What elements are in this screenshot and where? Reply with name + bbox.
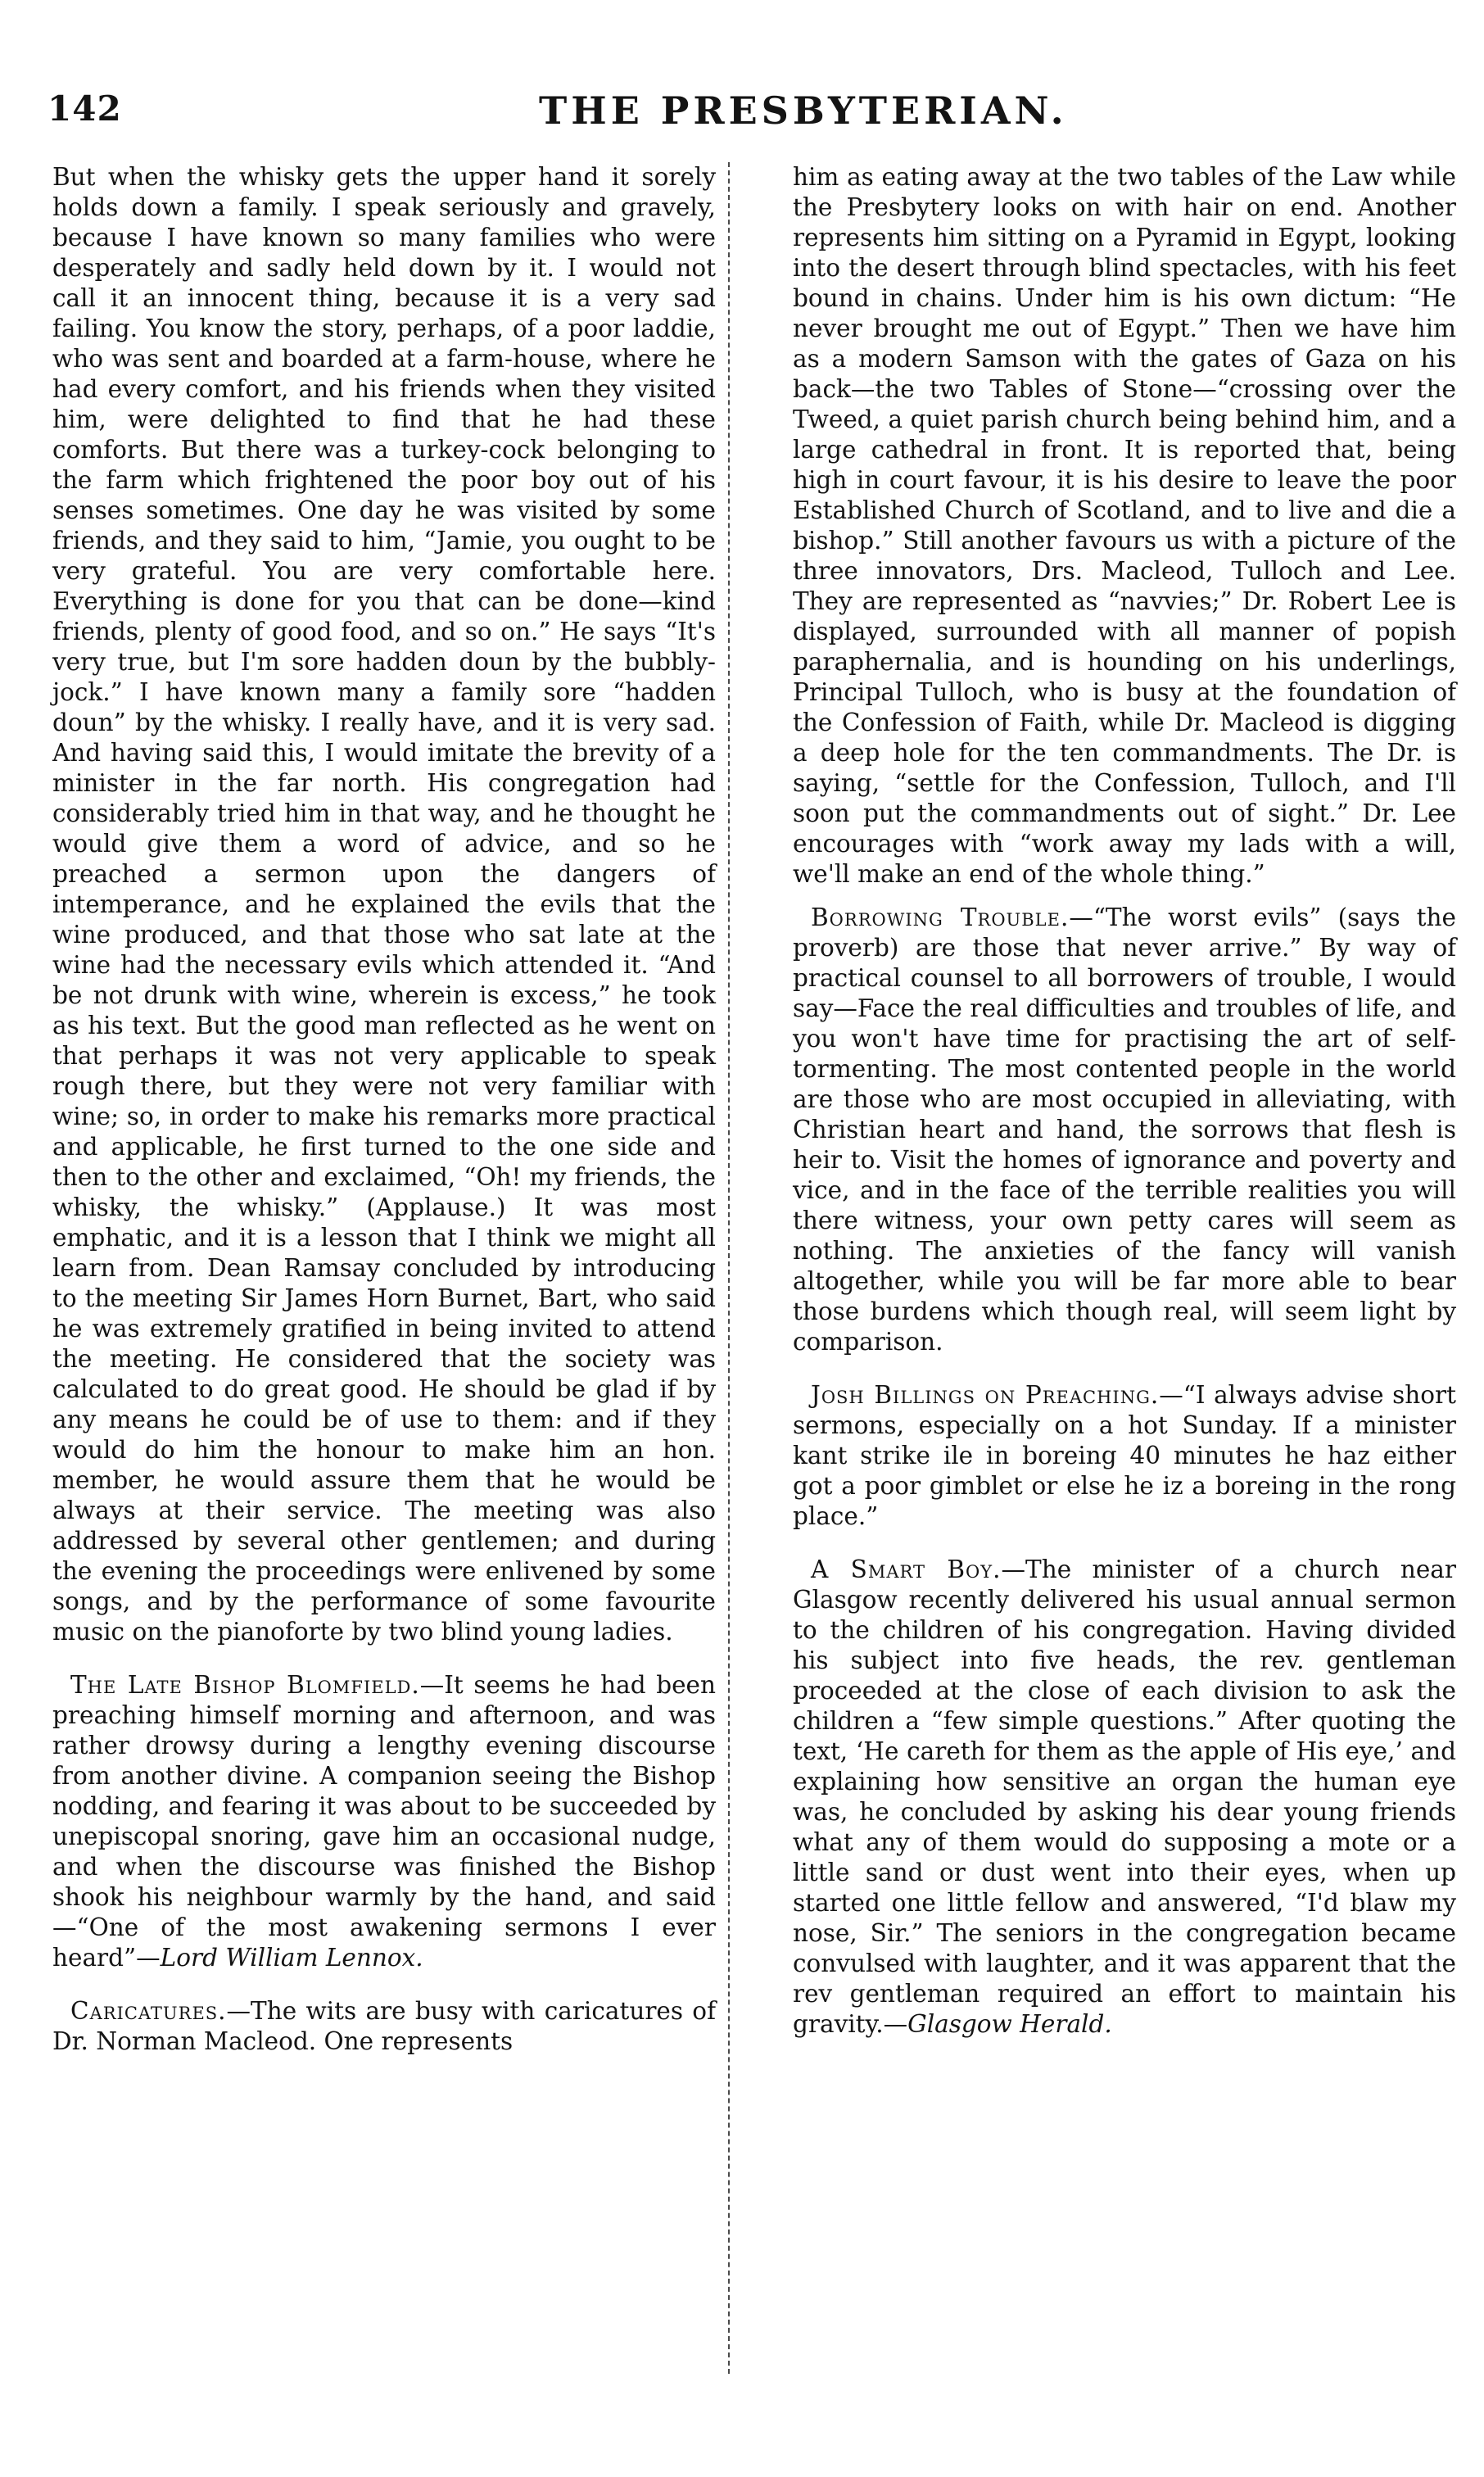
item-heading: Borrowing Trouble. (811, 903, 1070, 931)
article-body-whisky: But when the whisky gets the upper hand it sorely holds down a family. I speak seriously and gravely, because I have known so many families who were desperately and sadly held down by it. I would not call it an innocent thing, because it is a very sad failing. You know the story, perhaps, of a poor laddie, who was sent and boarded at a farm-house, where he had every comfort, and his friends when they visited him, were delighted to find that he had these comforts. But there was a turkey-cock belonging to the farm which frightened the poor boy out of his senses sometimes. One day he was visited by some friends, and they said to him, “Jamie, you ought to be very grateful. You are very comfortable here. Everything is done for you that can be done—kind friends, plenty of good food, and so on.” He says “It's very true, but I'm sore hadden doun by the bubbly-jock.” I have known many a family sore “hadden doun” by the whisky. I really have, and it is very sad. And having said this, I would imitate the brevity of a minister in the far north. His congregation had considerably tried him in that way, and he thought he would give them a word of advice, and so he preached a sermon upon the dangers of intemperance, and he explained the evils that the wine produced, and that those who sat late at the wine had the necessary evils which attended it. “And be not drunk with wine, wherein is excess,” he took as his text. But the good man reflected as he went on that perhaps it was not very applicable to speak rough there, but they were not very familiar with wine; so, in order to make his remarks more practical and applicable, he first turned to the one side and then to the other and exclaimed, “Oh! my friends, the whisky, the whisky.” (Applause.) It was most emphatic, and it is a lesson that I think we might all learn from. Dean Ramsay concluded by introducing to the meeting Sir James Horn Burnet, Bart, who said he was extremely gratified in being invited to attend the meeting. He considered that the society was calculated to do great good. He should be glad if by any means he could be of use to them: and if they would do him the honour to make him an hon. member, he would assure them that he would be always at their service. The meeting was also addressed by several other gentlemen; and during the evening the proceedings were enlivened by some songs, and by the performance of some favourite music on the pianoforte by two blind young ladies. (52, 163, 716, 1646)
column-divider (728, 162, 730, 2374)
item-heading: Caricatures. (70, 1997, 227, 2025)
article-body-caricatures-continued: him as eating away at the two tables of the Law while the Presbytery looks on with hair on end. Another represents him sitting on a Pyramid in Egypt, looking into the desert through blind spectacles, with his feet bound in chains. Under him is his own dictum: “He never brought me out of Egypt.” Then we have him as a modern Samson with the gates of Gaza on his back—the two Tables of Stone—“crossing over the Tweed, a quiet parish church being behind him, and a large cathedral in front. It is reported that, being high in court favour, it is his desire to leave the poor Established Church of Scotland, and to live and die a bishop.” Still another favours us with a picture of the three innovators, Drs. Macleod, Tulloch and Lee. They are represented as “navvies;” Dr. Robert Lee is displayed, surrounded with all manner of popish paraphernalia, and is hounding on his underlings, Principal Tulloch, who is busy at the foundation of the Confession of Faith, while Dr. Macleod is digging a deep hole for the ten commandments. The Dr. is saying, “settle for the Confession, Tulloch, and I'll soon put the commandments out of sight.” Dr. Lee encourages with “work away my lads with a will, we'll make an end of the whole thing.” (793, 163, 1456, 888)
left-column (52, 162, 716, 2057)
item-body: —“The worst evils” (says the proverb) are those that never arrive.” By way of practical counsel to all borrowers of trouble, I would say—Face the real difficulties and troubles of life, and you won't have time for practising the art of self-tormenting. The most contented people in the world are those who are most occupied in alleviating, with Christian heart and hand, the sorrows that flesh is heir to. Visit the homes of ignorance and poverty and vice, and in the face of the terrible realities you will there witness, your own petty cares will seem as nothing. The anxieties of the fancy will vanish altogether, while you will be far more able to bear those burdens which though real, will seem light by comparison. (793, 903, 1456, 1356)
item-heading: The Late Bishop Blomfield. (70, 1671, 420, 1699)
item-caricatures (52, 1996, 716, 2057)
page-number: 142 (48, 88, 122, 129)
right-column (793, 162, 1456, 2040)
item-heading: Josh Billings on Preaching. (811, 1381, 1160, 1409)
item-borrowing-trouble (793, 903, 1456, 1357)
item-body: —It seems he had been preaching himself morning and afternoon, and was rather drowsy during a lengthy evening discourse from another divine. A companion seeing the Bishop nodding, and fearing it was about to be succeeded by unepiscopal snoring, gave him an occasional nudge, and when the discourse was finished the Bishop shook his neighbour warmly by the hand, and said—“One of the most awakening sermons I ever heard”— (52, 1671, 716, 1972)
item-attribution: Lord William Lennox. (160, 1944, 423, 1972)
item-smart-boy (793, 1555, 1456, 2040)
item-attribution: Glasgow Herald. (907, 2010, 1112, 2038)
page-header (48, 88, 1484, 138)
item-josh-billings (793, 1380, 1456, 1532)
item-body: —The minister of a church near Glasgow recently delivered his usual annual sermon to the children of his congregation. Having divided his subject into five heads, the rev. gentleman proceeded at the close of each division to ask the children a “few simple questions.” After quoting the text, ‘He careth for them as the apple of His eye,’ and explaining how sensitive an organ the human eye was, he concluded by asking his dear young friends what any of them would do supposing a mote or a little sand or dust went into their eyes, when up started one little fellow and answered, “I'd blaw my nose, Sir.” The seniors in the congregation became convulsed with laughter, and it was apparent that the rev gentleman required an effort to maintain his gravity.— (793, 1555, 1456, 2038)
item-heading: A Smart Boy. (811, 1555, 1002, 1583)
item-body: —The wits are busy with caricatures of Dr. Norman Macleod. One represents (52, 1997, 716, 2055)
running-title: THE PRESBYTERIAN. (539, 88, 1068, 133)
item-bishop-blomfield (52, 1670, 716, 1973)
item-body: —“I always advise short sermons, especially on a hot Sunday. If a minister kant strike ile in boreing 40 minutes he haz either got a poor gimblet or else he iz a boreing in the rong place.” (793, 1381, 1456, 1530)
